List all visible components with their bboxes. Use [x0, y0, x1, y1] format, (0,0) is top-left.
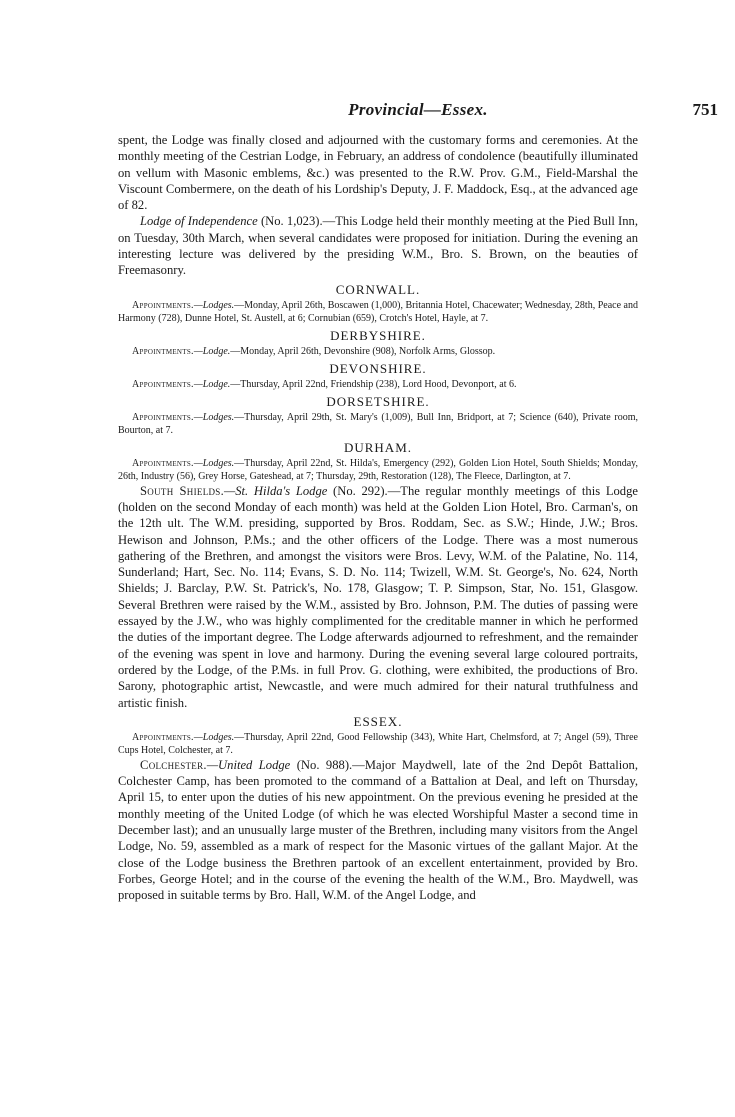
page-header — [118, 100, 718, 124]
paragraph-text: (No. 988).—Major Maydwell, late of the 2nd Depôt Battalion, Colchester Camp, has been promoted to the command of a Battalion at Deal, and left on Thursday, April 15, to enter upon the duties of his new appointment. On the previous evening he presided at the monthly meeting of the United Lodge (of which he was elected Worshipful Master a second time in December last); and an unusually large muster of the Brethren, including many visitors from the Angel Lodge, No. 59, assembled as a mark of respect for the Masonic virtues of the gallant Major. At the close of the Lodge business the Brethren partook of an excellent entertainment, provided by Bro. Forbes, George Hotel; and in the course of the evening the health of the W.M., Bro. Maydwell, was proposed in suitable terms by Bro. Hall, W.M. of the Angel Lodge, and — [118, 757, 638, 903]
appointments-durham — [118, 457, 638, 483]
lodge-name: —St. Hilda's Lodge — [224, 483, 328, 498]
appointments-kind: —Lodge. — [193, 345, 231, 357]
appointments-text: —Thursday, April 22nd, St. Hilda's, Emergency (292), Golden Lion Hotel, South Shields; Monday, 26th, Industry (56), Grey Horse, Gateshead, at 7; Thursday, 29th, Restoration (128), The Fleece, Darlington, at 7. — [118, 457, 638, 482]
appointments-text: —Monday, April 26th, Devonshire (908), Norfolk Arms, Glossop. — [230, 345, 496, 357]
independence-paragraph — [118, 213, 638, 278]
appointments-essex — [118, 731, 638, 757]
appointments-text: —Thursday, April 22nd, Good Fellowship (343), White Hart, Chelmsford, at 7; Angel (59), Three Cups Hotel, Colchester, at 7. — [118, 731, 638, 756]
appointments-label: Appointments. — [132, 731, 194, 743]
heading-derbyshire: DERBYSHIRE. — [330, 327, 426, 343]
paragraph-text: (No. 292).—The regular monthly meetings of this Lodge (holden on the second Monday of each month) was held at the Golden Lion Hotel, Bro. Carman's, on the 12th ult. The W.M. presiding, supported by Bros. Roddam, Sec. as S.W.; Hinde, J.W.; Bros. Hewison and Johnson, P.Ms.; and the other officers of the Lodge. There was a most numerous gathering of the Brethren, and amongst the visitors were Bros. Levy, W.M. of the Palatine, No. 114, Sunderland; Hart, Sec. No. 114; Evans, S. D. No. 114; Twizell, W.M. St. George's, No. 624, North Shields; J. Barclay, P.W. St. Patrick's, No. 178, Glasgow; T. P. Simpson, Star, No. 151, Glasgow. Several Brethren were raised by the W.M., assisted by Bro. Johnson, P.M. The duties of passing were essayed by the J.W., who was highly complimented for the creditable manner in which he performed the duties of the important degree. The Lodge afterwards adjourned to refreshment, and the remainder of the evening was spent in love and harmony. During the evening several large coloured portraits, ordered by the Lodge, of the P.Ms. in full Prov. G. clothing, were exhibited, the productions of Bro. Sarony, photographic artist, Newcastle, and were much admired for their natural truthfulness and artistic finish. — [118, 483, 638, 710]
intro-paragraph: spent, the Lodge was finally closed and adjourned with the customary forms and ceremonies. At the monthly meeting of the Cestrian Lodge, in February, an address of condolence (beautifully illuminated on vellum with Masonic emblems, &c.) was presented to the R.W. Prov. G.M., Field-Marshal the Viscount Combermere, on the death of his Lordship's Deputy, J. F. Maddock, Esq., at the advanced age of 82. — [118, 133, 638, 213]
heading-cornwall: CORNWALL. — [335, 281, 421, 297]
appointments-kind: —Lodges. — [193, 731, 235, 743]
paragraph-text: (No. 1,023).—This Lodge held their monthly meeting at the Pied Bull Inn, on Tuesday, 30th March, when several candidates were proposed for initiation. During the evening an interesting lecture was delivered by the presiding W.M., Bro. S. Brown, on the beauties of Freemasonry. — [118, 214, 638, 278]
lodge-name: Lodge of Independence — [140, 214, 258, 229]
appointments-kind: —Lodges. — [193, 299, 235, 311]
lodge-name: —United Lodge — [206, 757, 291, 772]
appointments-dorsetshire — [118, 411, 638, 437]
appointments-label: Appointments. — [132, 411, 194, 423]
heading-essex: ESSEX. — [353, 713, 403, 729]
appointments-devonshire — [118, 378, 638, 391]
appointments-kind: —Lodges. — [193, 457, 235, 469]
heading-devonshire: DEVONSHIRE. — [329, 360, 427, 376]
page-number: 751 — [692, 100, 718, 119]
appointments-kind: —Lodge. — [193, 378, 231, 390]
durham-paragraph — [118, 483, 638, 711]
appointments-derbyshire — [118, 345, 638, 358]
running-title: Provincial—Essex. — [348, 100, 488, 119]
appointments-text: —Thursday, April 29th, St. Mary's (1,009), Bull Inn, Bridport, at 7; Science (640), Private room, Bourton, at 7. — [118, 411, 638, 436]
heading-dorsetshire: DORSETSHIRE. — [326, 393, 430, 409]
appointments-label: Appointments. — [132, 299, 194, 311]
essex-paragraph — [118, 757, 638, 904]
place-name: South Shields. — [140, 483, 225, 498]
appointments-kind: —Lodges. — [193, 411, 235, 423]
appointments-text: —Thursday, April 22nd, Friendship (238), Lord Hood, Devonport, at 6. — [230, 378, 517, 390]
appointments-text: —Monday, April 26th, Boscawen (1,000), Britannia Hotel, Chacewater; Wednesday, 28th, Peace and Harmony (728), Dunne Hotel, St. Austell, at 6; Cornubian (659), Crotch's Hotel, Hayle, at 7. — [118, 299, 638, 324]
appointments-cornwall — [118, 299, 638, 325]
place-name: Colchester. — [140, 757, 207, 772]
body-text — [118, 132, 638, 904]
heading-durham: DURHAM. — [343, 439, 413, 455]
appointments-label: Appointments. — [132, 378, 194, 390]
appointments-label: Appointments. — [132, 457, 194, 469]
appointments-label: Appointments. — [132, 345, 194, 357]
